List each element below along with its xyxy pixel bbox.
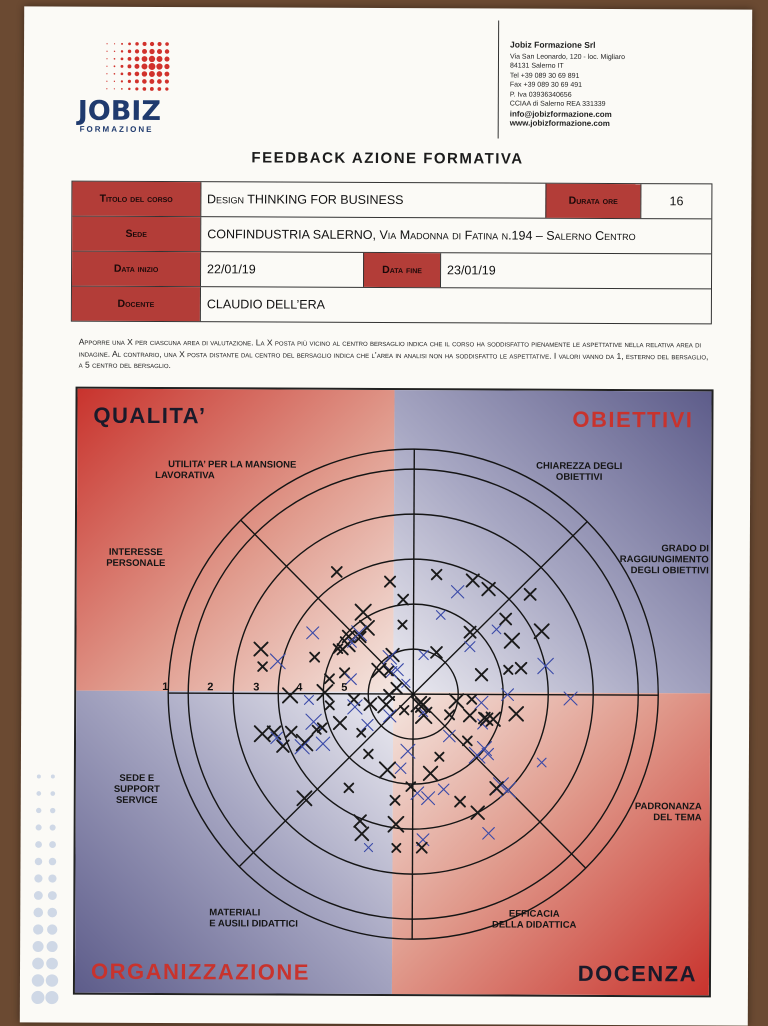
feedback-x-mark [362,719,373,730]
evaluation-target [73,387,714,998]
area-sede [102,773,172,806]
decorative-dots [28,766,69,1016]
feedback-x-mark [435,753,443,761]
side-dot [33,941,44,952]
logo-dot [106,73,107,74]
feedback-x-mark [444,730,456,742]
logo-dot [142,49,147,54]
feedback-x-mark [355,827,368,840]
side-dot [33,908,43,918]
company-rea: CCIAA di Salerno REA 331339 [509,100,606,108]
side-dot [46,974,58,986]
area-interesse [91,547,181,569]
side-dot [32,958,44,970]
side-dot [47,924,57,934]
area-padronanza-line1: PADRONANZA [634,801,702,813]
logo-dot [127,64,131,68]
logo-dot [142,71,147,76]
data-fine-value: 23/01/19 [440,253,711,288]
feedback-x-mark [326,701,334,709]
logo-dot [149,79,154,84]
feedback-x-mark [564,692,577,705]
company-name: Jobiz Formazione Srl [510,39,596,50]
feedback-x-mark [492,625,501,634]
logo-dot [157,87,161,91]
logo-dot [157,42,161,46]
side-dot [36,824,42,830]
feedback-x-mark [422,792,435,805]
feedback-x-mark [310,653,319,662]
logo-dot [128,50,131,53]
area-utilita [147,459,317,482]
feedback-x-mark [451,586,463,598]
feedback-x-mark [255,726,270,741]
logo-dot [149,49,154,54]
instructions-text: Apporre una X per ciascuna area di valutazione. La X posta più vicino al centro bersaglio indica che il corso ha soddisfatto pienamente le aspettative nella relativa area di indagine. Al contrario, una X posta distante dal centro del bersaglio indica che l’area in analisi non ha soddisfatto le aspettative. I valori vanno da 1, esterno del bersaglio, a 5 centro del bersaglio. [78,336,709,371]
logo-dot [128,42,131,45]
logo-dot [121,57,124,60]
logo-dot [135,49,139,53]
logo-dot [106,43,107,44]
feedback-x-mark [400,706,409,715]
feedback-x-mark [432,570,442,580]
feedback-x-mark [476,669,488,681]
area-grado-line1: GRADO DI [661,543,709,555]
area-materiali-line2: E AUSILI DIDATTICI [209,918,298,930]
feedback-x-mark [295,740,309,754]
logo-dot [164,72,169,77]
logo-name: JOBIZ [77,95,162,128]
logo-dot [135,72,140,77]
corner-obiettivi: OBIETTIVI [572,406,694,433]
logo-dot [128,80,131,83]
logo-dot [128,72,132,76]
feedback-x-mark [270,654,285,669]
area-padronanza [612,801,702,823]
company-city: 84131 Salerno IT [509,62,564,70]
area-utilita-line1: UTILITA’ PER LA MANSIONE [168,459,297,471]
titolo-value: Design THINKING FOR BUSINESS [200,182,545,218]
docente-value: CLAUDIO DELL’ERA [200,287,711,323]
company-email: info@jobizformazione.com [509,109,612,119]
feedback-x-mark [516,663,527,674]
logo-dot [157,79,162,84]
side-dot [31,991,44,1004]
logo-dot [106,58,107,59]
side-dot [32,974,44,986]
side-dot [48,874,56,882]
feedback-sheet [20,6,752,1025]
row-date [72,251,711,289]
feedback-x-mark [316,737,329,750]
side-dot [36,791,41,796]
side-dot [48,891,57,900]
feedback-x-mark [538,658,554,674]
logo-dot [134,64,139,69]
logo-dot [121,72,124,75]
side-dot [33,924,43,934]
feedback-x-mark [455,797,465,807]
feedback-x-mark [465,627,476,638]
feedback-x-mark [388,817,403,832]
logo-dot [106,81,107,82]
ring-number-4: 4 [296,681,303,694]
logo-dot [165,49,169,53]
feedback-x-mark [395,763,406,774]
feedback-x-mark [482,748,493,759]
ring-number-1: 1 [162,681,169,694]
side-dot [34,891,43,900]
feedback-x-mark [344,783,353,792]
area-materiali [195,907,345,930]
ring-number-2: 2 [207,681,214,694]
logo-dot [150,87,154,91]
data-inizio-label: Data inizio [72,252,200,287]
logo-dot [114,65,116,67]
logo-dot [135,42,139,46]
feedback-x-mark [364,843,372,851]
feedback-x-mark [254,643,267,656]
logo-dot [135,56,140,61]
feedback-x-mark [535,624,549,638]
course-info-table [71,181,713,325]
feedback-x-mark [424,767,438,781]
feedback-x-mark [384,710,396,722]
feedback-x-mark [357,729,365,737]
side-dot [36,808,41,813]
logo-dot [141,63,147,69]
logo-dot [114,51,115,52]
logo-dot [114,88,115,89]
feedback-x-mark [500,614,511,625]
area-chiarezza-line2: OBIETTIVI [555,471,603,483]
logo-dot [114,43,115,44]
logo-dot [106,51,107,52]
side-dot [50,824,56,830]
side-dot [50,808,55,813]
feedback-x-mark [483,828,495,840]
feedback-x-mark [360,621,374,635]
logo-dot [150,42,154,46]
logo-dots-icon [97,39,175,99]
logo-dot [164,56,169,61]
sector-line [413,449,414,694]
side-dot [49,858,57,866]
logo-dot [121,65,124,68]
feedback-x-mark [467,574,479,586]
area-sede-line2: SUPPORT [113,783,160,796]
feedback-x-mark [283,688,297,702]
feedback-x-mark [464,709,476,721]
feedback-x-mark [334,717,346,729]
logo-dot [114,58,116,60]
feedback-x-mark [398,595,408,605]
logo-dot [157,49,162,54]
logo-dot [142,56,148,62]
area-sede-line1: SEDE E [119,772,155,784]
logo-dot [114,73,116,75]
feedback-x-mark [417,843,427,853]
logo-dot [128,57,132,61]
logo-dot [121,50,123,52]
logo-dot [149,71,155,77]
area-utilita-line2: LAVORATIVA [155,469,215,482]
company-tel: Tel +39 089 30 69 891 [509,72,580,80]
durata-value: 16 [641,184,712,218]
side-dot [37,774,41,778]
feedback-x-mark [475,696,488,709]
sector-line [412,694,413,939]
row-titolo [72,182,711,219]
area-grado-line3: DEGLI OBIETTIVI [630,565,709,577]
logo-dot [143,87,147,91]
side-dot [50,791,55,796]
side-dot [47,941,58,952]
logo-dot [157,71,163,77]
feedback-x-mark [392,844,400,852]
company-fax: Fax +39 089 30 69 491 [509,81,583,89]
side-dot [49,841,56,848]
feedback-x-mark [477,742,491,756]
feedback-x-mark [307,627,319,639]
header-divider [498,20,500,138]
logo-dot [106,88,107,89]
feedback-x-mark [465,642,475,652]
feedback-x-mark [317,685,332,700]
logo-dot [156,56,162,62]
logo-dot [135,79,139,83]
side-dot [45,991,58,1004]
area-interesse-line1: INTERESSE [108,546,163,559]
feedback-x-mark [354,815,366,827]
area-interesse-line2: PERSONALE [106,557,166,570]
side-dot [47,908,57,918]
feedback-x-mark [286,727,297,738]
logo-dot [128,88,131,91]
feedback-x-mark [268,726,281,739]
company-address: Via San Leonardo, 120 - loc. Migliaro [509,53,626,61]
data-inizio-value: 22/01/19 [200,252,363,287]
feedback-x-mark [490,782,503,795]
corner-organizzazione: ORGANIZZAZIONE [90,958,311,985]
area-materiali-line1: MATERIALI [209,907,261,919]
logo-dot [164,64,169,69]
side-dot [46,958,58,970]
feedback-x-mark [364,750,373,759]
company-vat: P. Iva 03936340656 [509,91,572,99]
logo-dot [121,80,123,82]
feedback-x-mark [277,740,289,752]
feedback-x-mark [525,589,536,600]
feedback-x-mark [390,796,399,805]
logo-dot [165,42,169,46]
feedback-x-mark [505,633,519,647]
area-efficacia [469,908,599,931]
feedback-x-mark [297,735,313,751]
feedback-x-mark [380,762,395,777]
feedback-x-mark [385,577,395,587]
company-web: www.jobizformazione.com [509,118,610,128]
area-efficacia-line1: EFFICACIA [508,908,560,920]
logo-dot [149,56,155,62]
feedback-x-mark [471,806,484,819]
area-chiarezza [509,461,649,484]
logo-dot [165,79,169,83]
ring-number-3: 3 [253,681,260,694]
logo-dot [135,87,138,90]
feedback-x-mark [419,650,428,659]
logo-dot [148,63,155,70]
feedback-x-mark [438,784,449,795]
corner-qualita: QUALITA’ [93,402,207,429]
docente-label: Docente [72,287,200,322]
feedback-x-mark [398,621,406,629]
side-dot [34,874,42,882]
feedback-x-mark [509,707,523,721]
feedback-x-mark [271,732,283,744]
logo-dot [156,63,162,69]
feedback-x-mark [436,611,445,620]
side-dot [35,858,43,866]
logo-dot [121,43,123,45]
feedback-x-mark [504,666,512,674]
area-grado [597,543,709,576]
corner-docenza: DOCENZA [577,960,698,987]
area-chiarezza-line1: CHIAREZZA DEGLI [536,460,623,473]
sede-value: CONFINDUSTRIA SALERNO, Via Madonna di Fatina n.194 – Salerno Centro [200,217,711,253]
row-docente [72,286,711,324]
logo-dot [114,81,115,82]
feedback-x-mark [258,662,267,671]
form-title: FEEDBACK AZIONE FORMATIVA [251,149,524,168]
logo-dot [143,42,147,46]
area-padronanza-line2: DEL TEMA [653,812,702,824]
durata-label: Durata ore [545,184,641,218]
logo-dot [121,88,123,90]
feedback-x-mark [297,791,311,805]
side-dot [35,841,42,848]
sede-label: Sede [72,217,200,252]
titolo-label: Titolo del corso [72,182,200,217]
logo-dot [165,87,168,90]
area-sede-line3: SERVICE [115,794,158,807]
ring-number-5: 5 [341,681,348,694]
data-fine-label: Data fine [363,253,440,287]
feedback-x-mark [482,583,495,596]
feedback-x-mark [356,605,371,620]
logo-dot [142,79,147,84]
feedback-x-mark [332,567,342,577]
area-efficacia-line2: DELLA DIDATTICA [491,919,577,931]
area-grado-line2: RAGGIUNGIMENTO [619,554,709,566]
row-sede [72,216,711,254]
feedback-x-mark [463,736,472,745]
feedback-x-mark [537,758,546,767]
feedback-x-mark [304,695,313,704]
company-info [510,41,740,130]
feedback-x-mark [467,695,476,704]
side-dot [51,775,55,779]
logo-subtitle: FORMAZIONE [79,124,154,134]
logo-dot [106,66,107,67]
feedback-x-mark [325,674,334,683]
